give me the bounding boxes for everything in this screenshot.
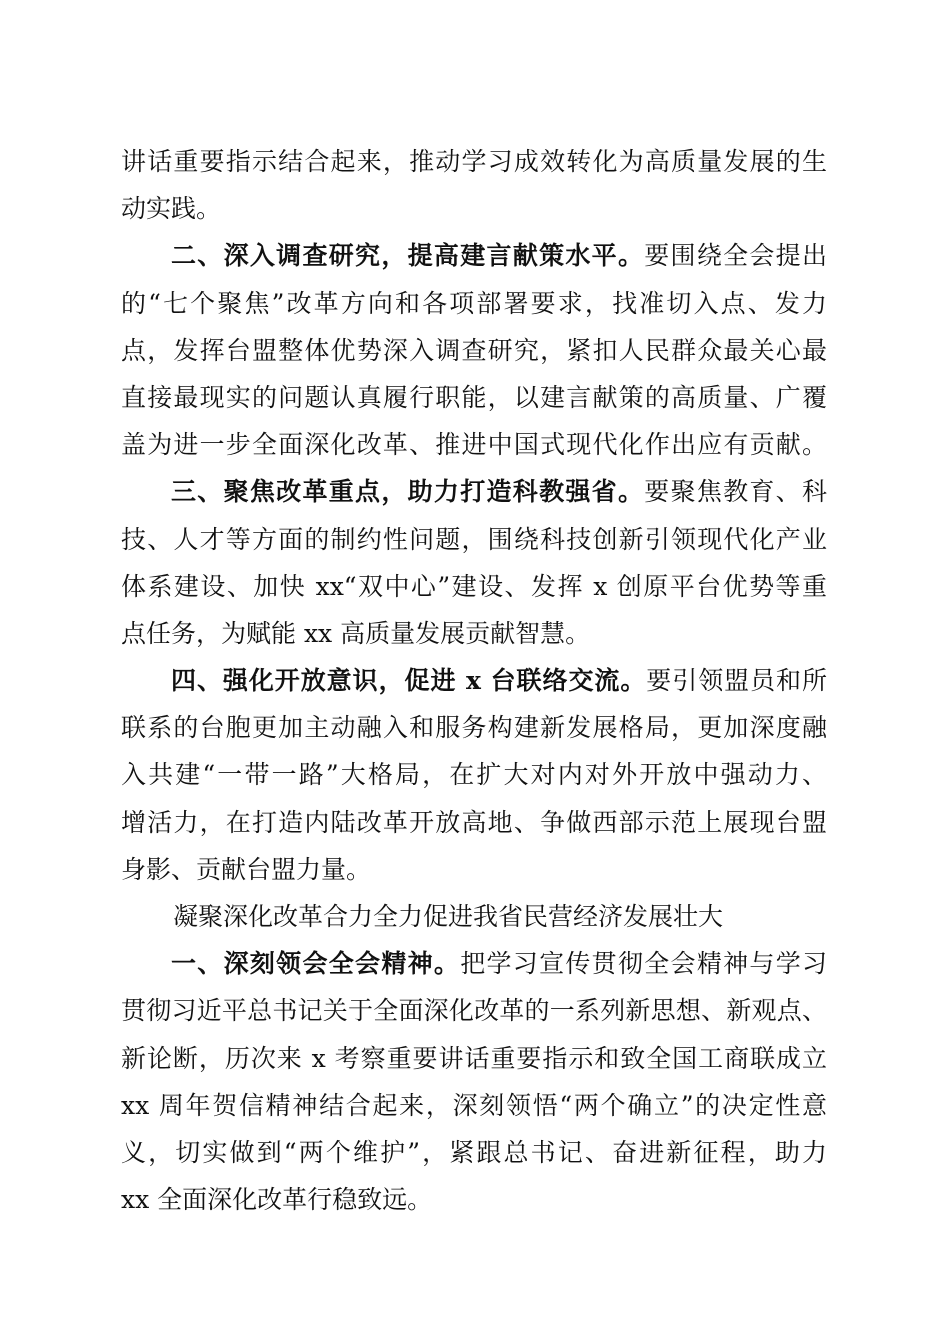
text-line <box>121 421 827 468</box>
text-line <box>121 940 827 987</box>
text-line <box>121 138 827 185</box>
text-line <box>121 327 827 374</box>
body-text: 把学习宣传贯彻全会精神与学习 <box>460 949 827 979</box>
text-line <box>121 799 827 846</box>
body-text: 盖为进一步全面深化改革、推进中国式现代化作出应有贡献。 <box>121 430 827 460</box>
body-text: 动实践。 <box>121 194 222 224</box>
text-line <box>121 563 827 610</box>
text-line <box>121 657 827 704</box>
text-line <box>121 704 827 751</box>
body-text: 点，发挥台盟整体优势深入调查研究，紧扣人民群众最关心最 <box>121 335 827 365</box>
bold-heading-text: 二、深入调查研究，提高建言献策水平。 <box>171 241 645 271</box>
body-text: 的“七个聚焦”改革方向和各项部署要求，找准切入点、发力 <box>121 288 827 318</box>
body-text: xx 全面深化改革行稳致远。 <box>121 1185 433 1215</box>
bold-heading-text: 三、聚焦改革重点，助力打造科教强省。 <box>171 477 645 507</box>
text-line <box>121 374 827 421</box>
body-text: 直接最现实的问题认真履行职能，以建言献策的高质量、广覆 <box>121 382 827 412</box>
text-line <box>121 1035 827 1082</box>
body-text: 联系的台胞更加主动融入和服务构建新发展格局，更加深度融 <box>121 713 827 743</box>
body-text: 要围绕全会提出 <box>644 241 827 271</box>
body-text: 贯彻习近平总书记关于全面深化改革的一系列新思想、新观点、 <box>121 996 827 1026</box>
body-text: 体系建设、加快 xx“双中心”建设、发挥 x 创原平台优势等重 <box>121 571 827 601</box>
body-text: 讲话重要指示结合起来，推动学习成效转化为高质量发展的生 <box>121 147 827 176</box>
body-text: 身影、贡献台盟力量。 <box>121 854 372 884</box>
body-text: xx 周年贺信精神结合起来，深刻领悟“两个确立”的决定性意 <box>121 1090 827 1120</box>
body-text: 点任务，为赋能 xx 高质量发展贡献智慧。 <box>121 618 591 648</box>
text-line <box>121 185 827 232</box>
text-line <box>121 280 827 327</box>
text-line <box>121 987 827 1034</box>
bold-heading-text: 一、深刻领会全会精神。 <box>171 949 461 979</box>
body-text: 凝聚深化改革合力全力促进我省民营经济发展壮大 <box>173 902 724 931</box>
body-text: 要引领盟员和所 <box>646 666 827 696</box>
body-text: 新论断，历次来 x 考察重要讲话重要指示和致全国工商联成立 <box>121 1043 827 1073</box>
body-text: 义，切实做到“两个维护”，紧跟总书记、奋进新征程，助力 <box>121 1137 827 1167</box>
text-line <box>121 468 827 515</box>
body-text: 入共建“一带一路”大格局，在扩大对内对外开放中强动力、 <box>121 760 827 790</box>
text-line <box>121 610 827 657</box>
text-line <box>121 751 827 798</box>
section-title-line <box>121 893 827 940</box>
text-line <box>121 1176 827 1223</box>
text-line <box>121 232 827 279</box>
body-text: 增活力，在打造内陆改革开放高地、争做西部示范上展现台盟 <box>121 807 827 837</box>
document-body <box>121 138 827 1223</box>
text-line <box>121 1129 827 1176</box>
body-text: 技、人才等方面的制约性问题，围绕科技创新引领现代化产业 <box>121 524 827 554</box>
text-line <box>121 1082 827 1129</box>
text-line <box>121 846 827 893</box>
text-line <box>121 516 827 563</box>
body-text: 要聚焦教育、科 <box>644 477 827 507</box>
bold-heading-text: 四、强化开放意识，促进 x 台联络交流。 <box>171 666 647 696</box>
